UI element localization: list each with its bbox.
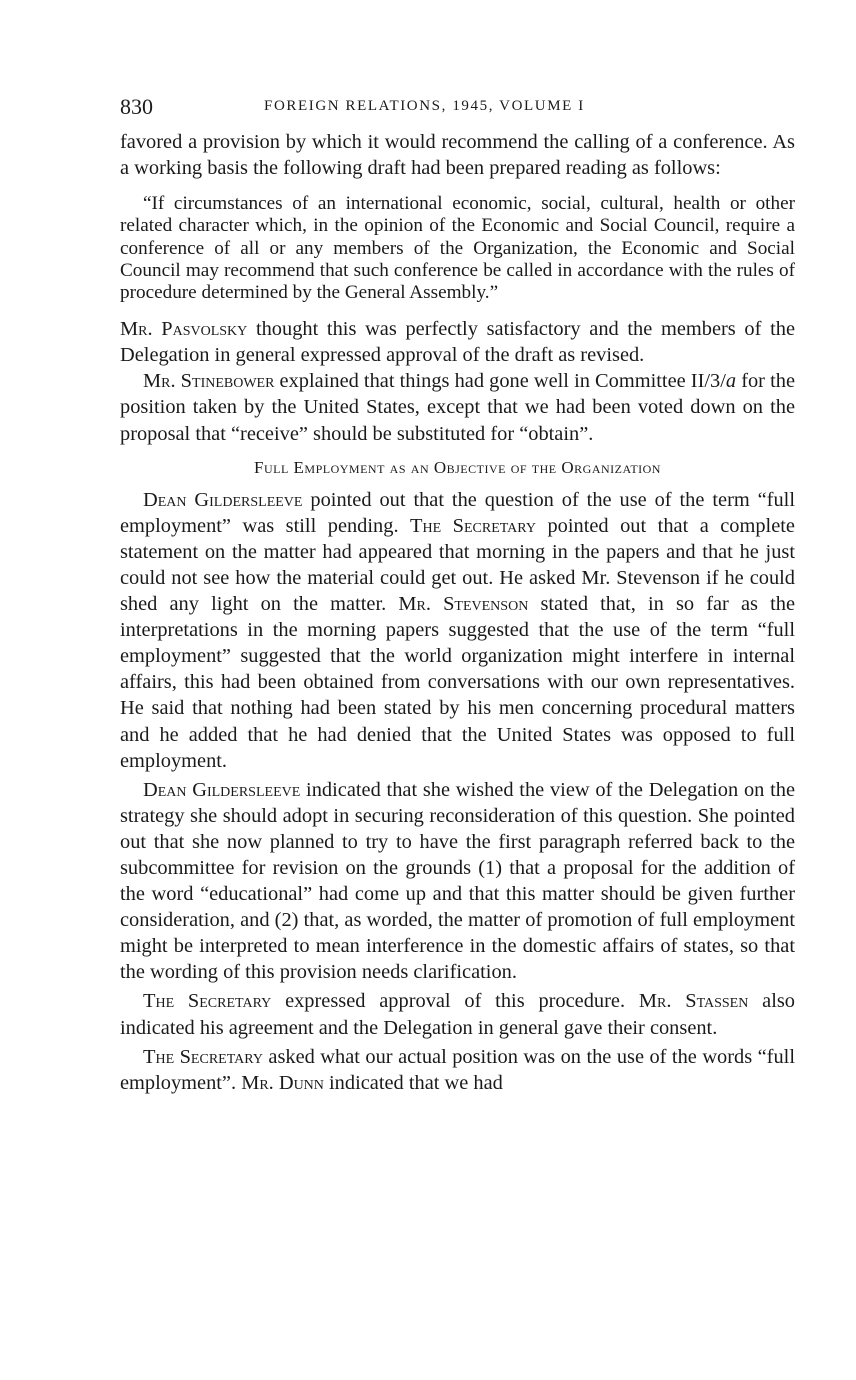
paragraph-text: pointed out that the question of the use of the term “full employment” was still pending. [120,488,795,537]
speaker-name: Mr. Pasvolsky [120,318,248,341]
section-heading: Full Employment as an Objective of the Organization [254,457,661,477]
paragraph-text: expressed approval of this procedure. [271,990,639,1013]
paragraph-text: asked what our actual position was on the use of the words “full employment”. [120,1045,795,1094]
speaker-name: Dean Gildersleeve [143,778,301,801]
paragraph-text: indicated that we had [323,1071,503,1094]
speaker-name: Mr. Stassen [638,990,749,1013]
paragraph-secretary-approval [120,988,795,1040]
paragraph-text: for the position taken by the United States, except that we had been voted down on the proposal that “receive” should be substituted for “obtain”. [120,370,795,445]
paragraph-text: thought this was perfectly satisfactory and the members of the Delegation in general expressed approval of the draft as revised. [120,318,795,367]
speaker-name: The Secretary [143,990,272,1013]
paragraph-text: explained that things had gone well in Committee II/3/ [274,370,726,393]
document-page [120,92,795,1096]
page-header [120,92,795,126]
paragraph-text: stated that, in so far as the interpretations in the morning papers suggested that the use of the term “full employment” suggested that the world organization might interfere in internal affairs, this had been obtained from conversations with our own representatives. He said that nothing had been stated by his men concerning procedural matters and he added that he had denied that the United States was opposed to full employment. [120,593,796,772]
paragraph-gildersleeve-2 [120,777,795,986]
block-quote-draft: “If circumstances of an international economic, social, cultural, health or other related character which, in the opinion of the Economic and Social Council, require a conference of all or any members of the Organization, the Economic and Social Council may recommend that such conference be called in accordance with the rules of procedure determined by the General Assembly.” [120,193,795,303]
speaker-name: Dean Gildersleeve [143,488,303,511]
paragraph-stinebower [120,368,795,446]
paragraph-secretary-question [120,1044,795,1096]
speaker-name: The Secretary [143,1045,263,1068]
paragraph-text: indicated that she wished the view of the Delegation on the strategy she should adopt in securing reconsideration of this question. She pointed out that she now planned to try to have the first paragraph referred back to the subcommittee for revision on the grounds (1) that a proposal for the addition of the word “educational” had come up and that this matter should be given further consideration, and (2) that, as worded, the matter of promotion of full employment might be interpreted to mean interference in the domestic affairs of states, so that the wording of this provision needs clarification. [120,778,795,984]
running-head: FOREIGN RELATIONS, 1945, VOLUME I [264,98,585,114]
speaker-name: Mr. Stinebower [143,370,275,393]
paragraph-continuation: favored a provision by which it would recommend the calling of a conference. As a working basis the following draft had been prepared reading as follows: [120,131,795,180]
speaker-name: Mr. Dunn [241,1071,324,1094]
speaker-name: Mr. Stevenson [398,593,529,616]
paragraph-text: also indicated his agreement and the Delegation in general gave their consent. [120,990,795,1039]
paragraph-pasvolsky [120,316,795,368]
speaker-name: The Secretary [410,514,536,537]
paragraph-gildersleeve-1 [120,487,795,774]
paragraph-text: pointed out that a complete statement on the matter had appeared that morning in the papers and that he just could not see how the material could get out. He asked Mr. Stevenson if he could shed any light on the matter. [120,514,795,616]
italic-text: a [725,370,737,393]
page-number: 830 [120,94,153,119]
